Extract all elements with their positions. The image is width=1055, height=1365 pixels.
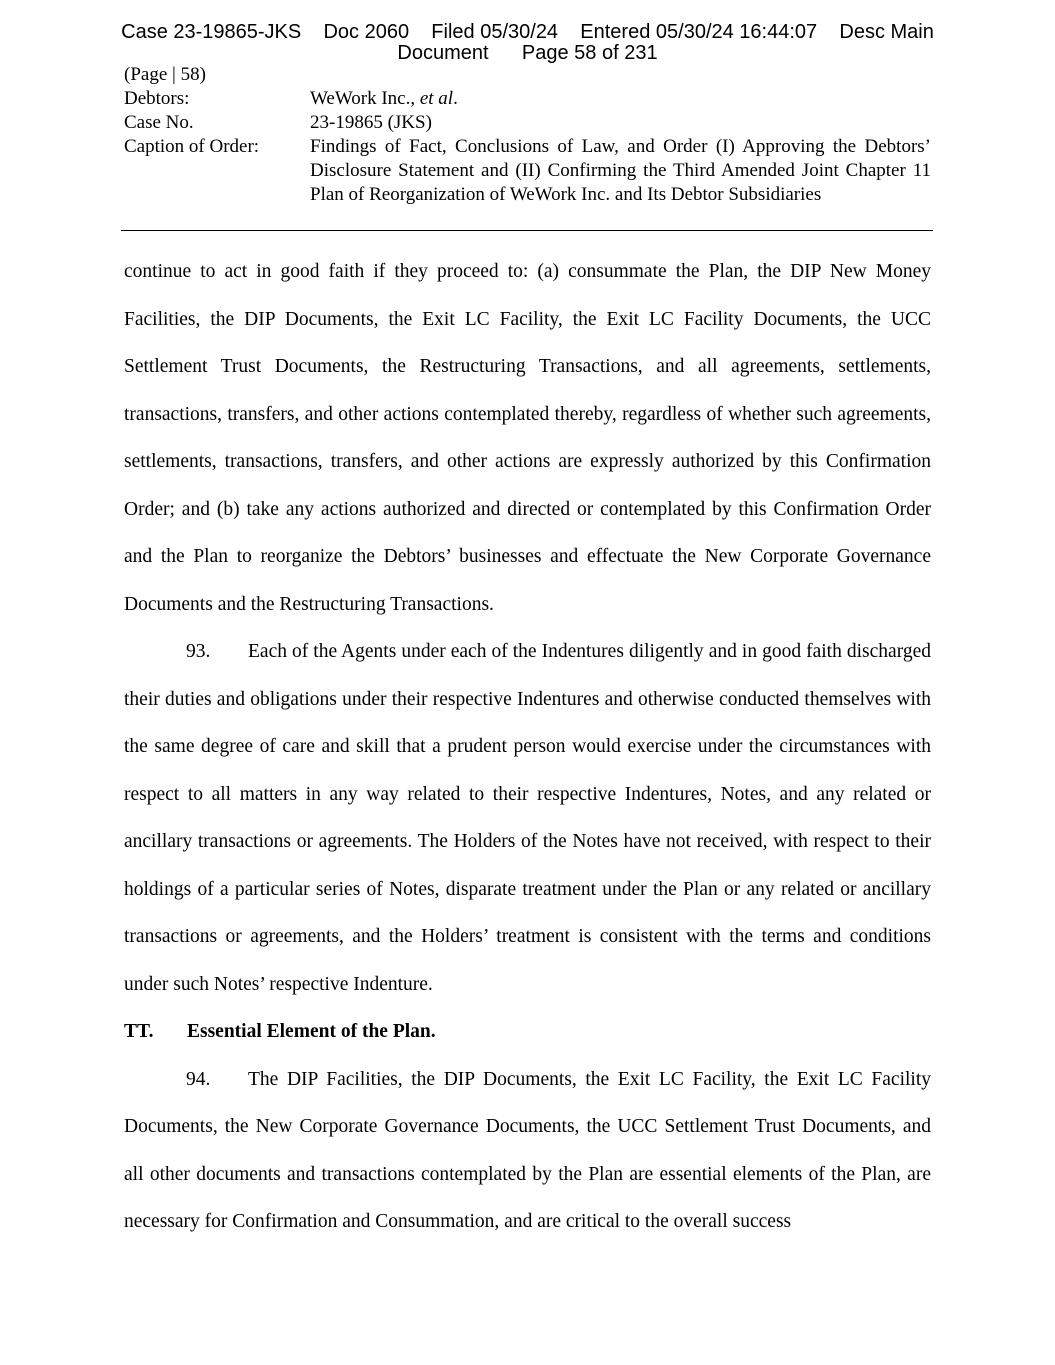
case-number-label: Case No. <box>124 112 194 133</box>
page-reference: (Page | 58) <box>124 64 206 85</box>
court-filing-stamp: Case 23-19865-JKS Doc 2060 Filed 05/30/24 Entered 05/30/24 16:44:07 Desc Main <box>121 21 934 43</box>
section-heading <box>124 1008 931 1056</box>
caption-of-order-label: Caption of Order: <box>124 136 260 157</box>
caption-of-order-row <box>124 135 931 207</box>
case-number-value: 23-19865 (JKS) <box>310 112 432 133</box>
paragraph-number: 93. <box>186 641 211 662</box>
page-reference-row <box>124 63 931 87</box>
debtors-et-al: et al <box>419 88 454 109</box>
debtors-row <box>124 87 931 111</box>
court-filing-stamp-page: Document Page 58 of 231 <box>397 42 658 64</box>
debtors-label: Debtors: <box>124 88 190 109</box>
paragraph-94 <box>124 1056 931 1246</box>
case-number-row <box>124 111 931 135</box>
debtors-value <box>310 87 931 111</box>
section-letter: TT. <box>124 1021 154 1042</box>
debtors-name: WeWork Inc., <box>310 88 420 109</box>
caption-block <box>124 63 931 207</box>
caption-of-order-value: Findings of Fact, Conclusions of Law, and Order (I) Approving the Debtors’ Disclosure Statement and (II) Confirming the Third Amended Joint Chapter 11 Plan of Reorganization of WeWork Inc. and Its Debtor Subsidiaries <box>310 136 931 205</box>
paragraph-number: 94. <box>186 1068 211 1090</box>
section-title: Essential Element of the Plan. <box>187 1021 436 1042</box>
caption-divider <box>121 230 933 231</box>
debtors-period: . <box>453 88 458 109</box>
continuation-paragraph: continue to act in good faith if they proceed to: (a) consummate the Plan, the DIP New Money Facilities, the DIP Documents, the Exit LC Facility, the Exit LC Facility Documents, the UCC Settlement Trust Documents, the Restructuring Transactions, and all agreements, settlements, transactions, transfers, and other actions contemplated thereby, regardless of whether such agreements, settlements, transactions, transfers, and other actions are expressly authorized by this Confirmation Order; and (b) take any actions authorized and directed or contemplated by this Confirmation Order and the Plan to reorganize the Debtors’ businesses and effectuate the New Corporate Governance Documents and the Restructuring Transactions. <box>124 261 931 615</box>
paragraph-text: The DIP Facilities, the DIP Documents, the Exit LC Facility, the Exit LC Facility Documents, the New Corporate Governance Documents, the UCC Settlement Trust Documents, and all other documents and transactions contemplated by the Plan are essential elements of the Plan, are necessary for Confirmation and Consummation, and are critical to the overall success <box>124 1068 931 1232</box>
paragraph-text: Each of the Agents under each of the Indentures diligently and in good faith discharged their duties and obligations under their respective Indentures and otherwise conducted themselves with the same degree of care and skill that a prudent person would exercise under the circumstances with respect to all matters in any way related to their respective Indentures, Notes, and any related or ancillary transactions or agreements. The Holders of the Notes have not received, with respect to their holdings of a particular series of Notes, disparate treatment under the Plan or any related or ancillary transactions or agreements, and the Holders’ treatment is consistent with the terms and conditions under such Notes’ respective Indenture. <box>124 641 931 995</box>
document-body <box>124 248 931 1246</box>
paragraph-93 <box>124 628 931 1008</box>
